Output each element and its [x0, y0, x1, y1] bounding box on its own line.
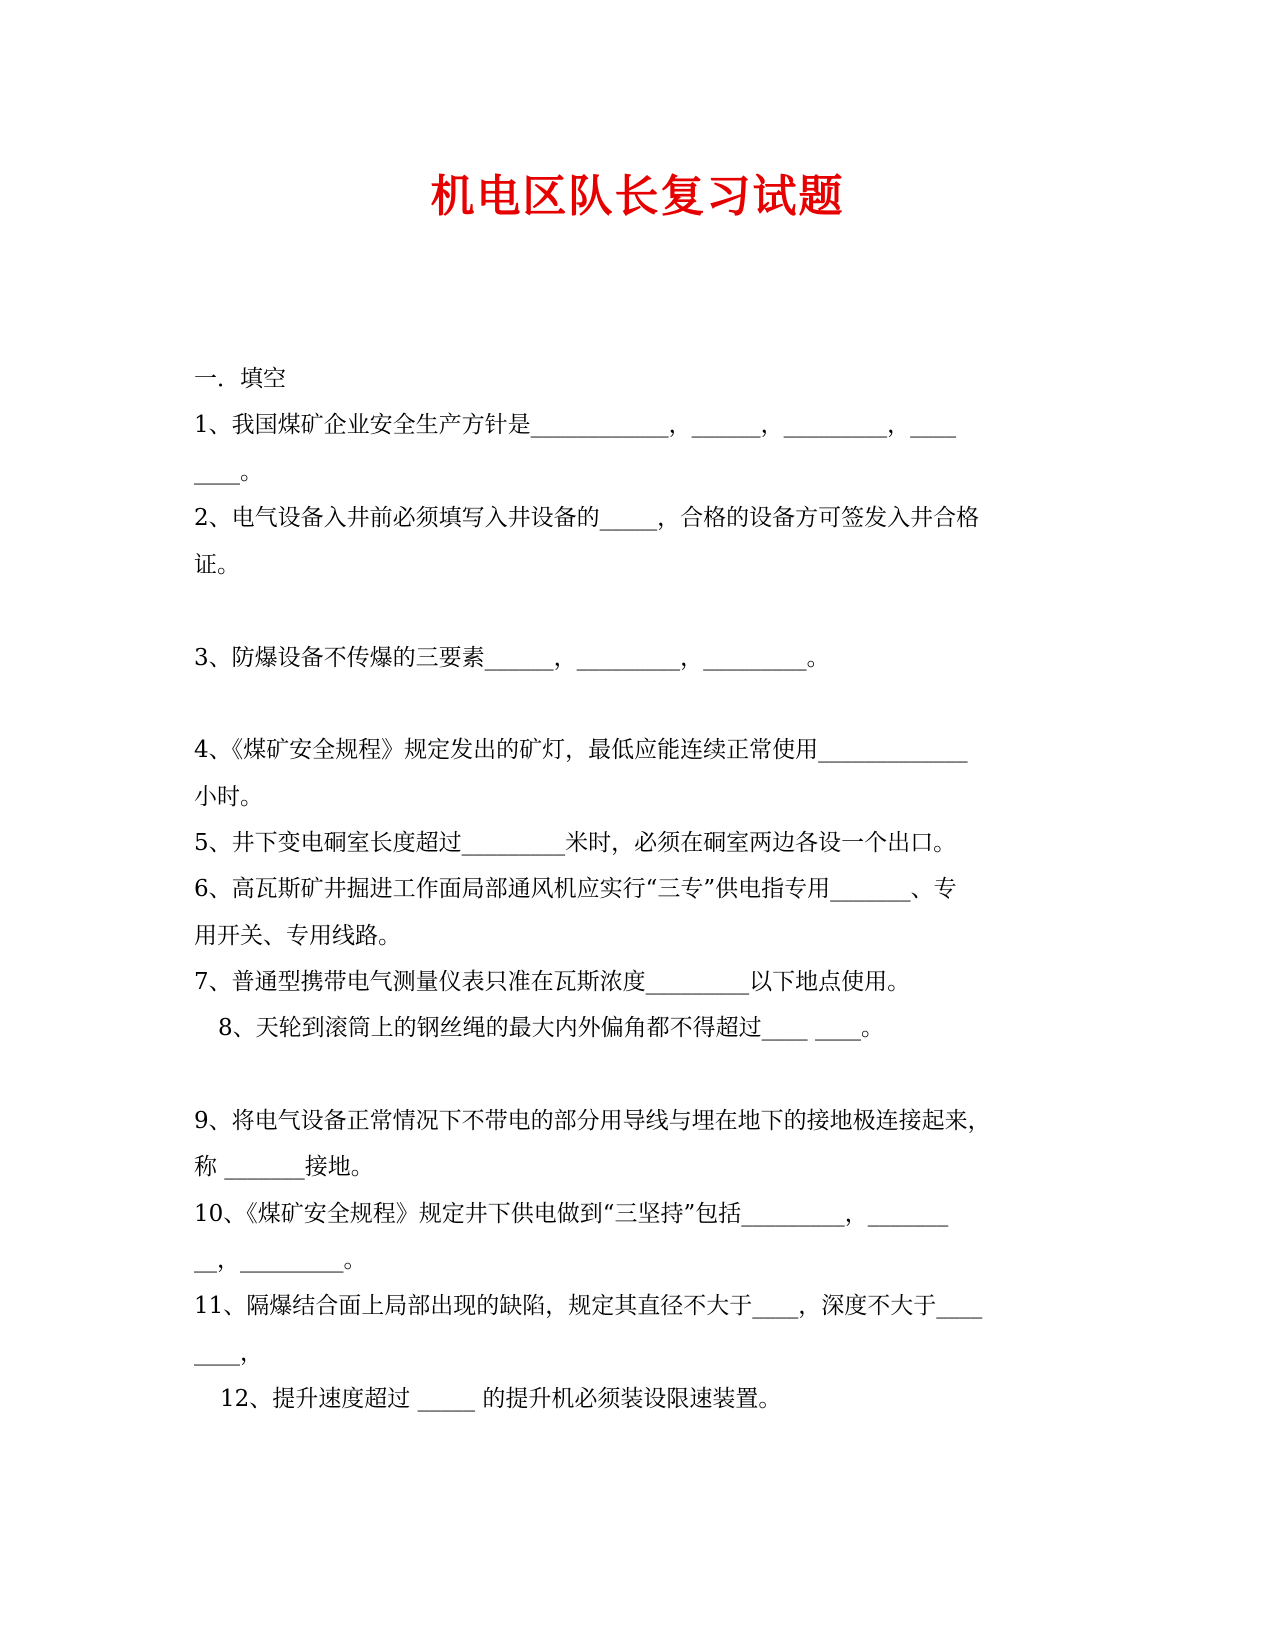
question-line: 10、《煤矿安全规程》规定井下供电做到“三坚持”包括_________，_______: [194, 1201, 949, 1227]
question-line: 用开关、专用线路。: [194, 923, 401, 949]
question-line: 7、普通型携带电气测量仪表只准在瓦斯浓度_________以下地点使用。: [194, 969, 911, 995]
question-line: 4、《煤矿安全规程》规定发出的矿灯，最低应能连续正常使用_____________: [194, 737, 968, 763]
question-line: 小时。: [194, 784, 263, 810]
question-line: 11、隔爆结合面上局部出现的缺陷，规定其直径不大于____，深度不大于____: [194, 1293, 983, 1319]
question-line: 6、高瓦斯矿井掘进工作面局部通风机应实行“三专”供电指专用_______、专: [194, 876, 957, 902]
question-line: 称 _______接地。: [194, 1154, 374, 1180]
question-line: 2、电气设备入井前必须填写入井设备的_____，合格的设备方可签发入井合格: [194, 505, 980, 531]
question-line: ____。: [194, 459, 263, 485]
question-line: 9、将电气设备正常情况下不带电的部分用导线与埋在地下的接地极连接起来，: [194, 1108, 991, 1134]
question-line: 1、我国煤矿企业安全生产方针是____________，______，_________，____: [194, 412, 957, 438]
question-line: 12、提升速度超过 _____ 的提升机必须装设限速装置。: [220, 1386, 782, 1412]
document-title: 机电区队长复习试题: [430, 171, 845, 222]
question-line: 3、防爆设备不传爆的三要素______，_________，_________。: [194, 645, 830, 671]
question-line: ____，: [194, 1340, 263, 1366]
question-line: 8、天轮到滚筒上的钢丝绳的最大内外偏角都不得超过____ ____。: [218, 1015, 884, 1041]
question-line: 5、井下变电硐室长度超过_________米时，必须在硐室两边各设一个出口。: [194, 830, 957, 856]
section-heading: 一．填空: [194, 366, 286, 392]
question-line: 证。: [194, 552, 240, 578]
question-line: __，_________。: [194, 1247, 367, 1273]
